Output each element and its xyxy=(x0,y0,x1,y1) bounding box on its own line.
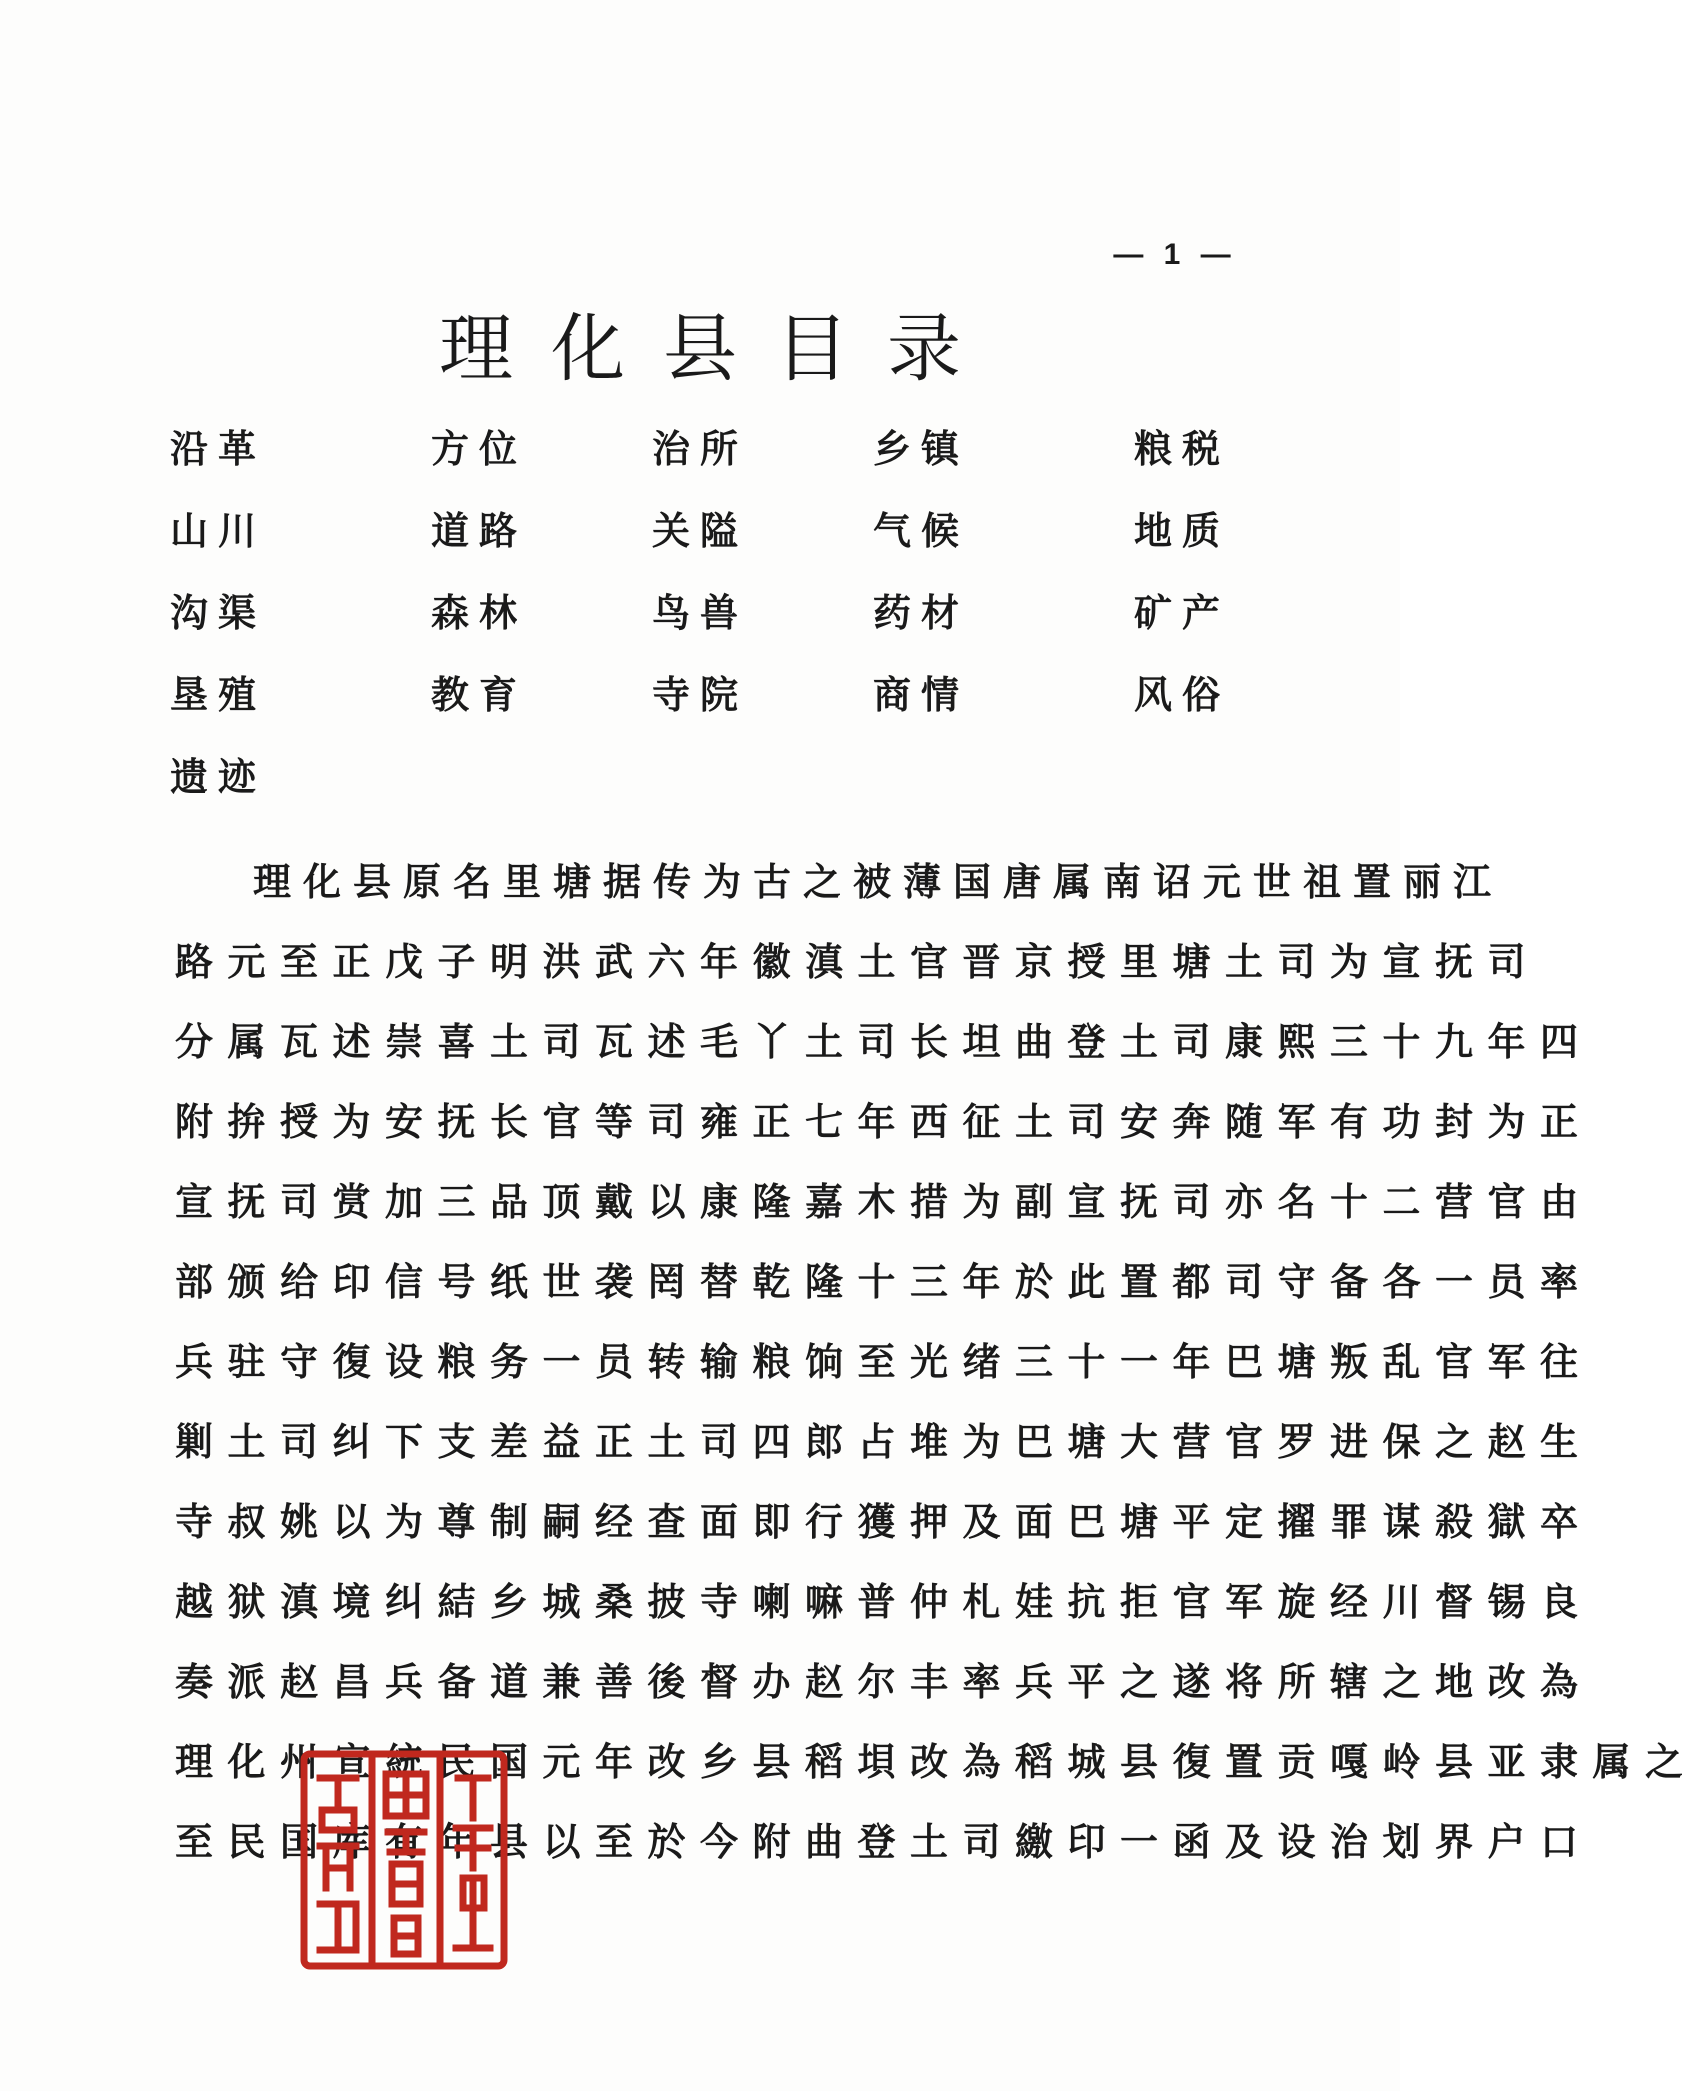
table-of-contents xyxy=(170,418,1230,828)
text-line: 分属瓦述崇喜土司瓦述毛丫土司长坦曲登土司康熙三十九年四 xyxy=(175,1019,1593,1064)
toc-item-kuangchan[interactable]: 矿产 xyxy=(1133,590,1230,635)
toc-item-fengsu[interactable]: 风俗 xyxy=(1133,672,1230,717)
text-line: 路元至正戊子明洪武六年徽滇土官晋京授里塘土司为宣抚司 xyxy=(175,939,1541,984)
toc-item-yiji[interactable]: 遗迹 xyxy=(170,754,267,799)
toc-item-zhisuo[interactable]: 治所 xyxy=(651,426,748,471)
toc-item-guanai[interactable]: 关隘 xyxy=(651,508,748,553)
text-line: 寺叔姚以为尊制嗣经查面即行獲押及面巴塘平定擢罪谋殺獄卒 xyxy=(175,1499,1593,1544)
toc-item-liangshui[interactable]: 粮税 xyxy=(1133,426,1230,471)
toc-item-shangqing[interactable]: 商情 xyxy=(872,672,969,717)
text-line: 越狱滇境纠結乡城桑披寺喇嘛普仲札娃抗拒官军旋经川督锡良 xyxy=(175,1579,1593,1624)
toc-item-daolu[interactable]: 道路 xyxy=(430,508,527,553)
toc-item-jiaoyu[interactable]: 教育 xyxy=(430,672,527,717)
toc-item-gouqu[interactable]: 沟渠 xyxy=(170,590,267,635)
toc-item-lishi[interactable]: 沿革 xyxy=(170,426,267,471)
text-line: 兵驻守復设粮务一员转输粮饷至光绪三十一年巴塘叛乱官军往 xyxy=(175,1339,1593,1384)
text-line: 理化县原名里塘据传为古之被薄国唐属南诏元世祖置丽江 xyxy=(253,859,1504,904)
text-line: 奏派赵昌兵备道兼善後督办赵尔丰率兵平之遂将所辖之地改為 xyxy=(175,1659,1593,1704)
text-line: 部颁给印信号纸世袭罔替乾隆十三年於此置都司守备各一员率 xyxy=(175,1259,1593,1304)
toc-item-qihou[interactable]: 气候 xyxy=(872,508,969,553)
text-line: 至民国库有年县以至於今附曲登土司繳印一函及设治划界户口 xyxy=(175,1819,1593,1864)
page-title: 理化县目录 xyxy=(439,306,999,392)
text-line: 附拚授为安抚长官等司雍正七年西征土司安奔随军有功封为正 xyxy=(175,1099,1593,1144)
toc-item-senlin[interactable]: 森林 xyxy=(430,590,527,635)
text-line: 剿土司纠下支差益正土司四郎占堆为巴塘大营官罗进保之赵生 xyxy=(175,1419,1593,1464)
toc-item-fangwei[interactable]: 方位 xyxy=(430,426,527,471)
toc-item-dizhi[interactable]: 地质 xyxy=(1133,508,1230,553)
page-number: — 1 — xyxy=(1113,238,1237,271)
toc-item-yaocai[interactable]: 药材 xyxy=(872,590,969,635)
library-seal-stamp xyxy=(298,1748,510,1972)
toc-item-niaoshou[interactable]: 鸟兽 xyxy=(651,590,748,635)
toc-item-xiangzhen[interactable]: 乡镇 xyxy=(872,426,969,471)
text-line: 理化州宣統民国元年改乡县稻垻改為稻城县復置贡嘎岭县亚隶属之 xyxy=(175,1739,1698,1784)
text-line: 宣抚司赏加三品顶戴以康隆嘉木措为副宣抚司亦名十二营官由 xyxy=(175,1179,1593,1224)
toc-item-siyuan[interactable]: 寺院 xyxy=(651,672,748,717)
body-paragraph xyxy=(175,859,1698,1902)
toc-item-shanchuan[interactable]: 山川 xyxy=(170,508,267,553)
toc-item-kenzhi[interactable]: 垦殖 xyxy=(170,672,267,717)
